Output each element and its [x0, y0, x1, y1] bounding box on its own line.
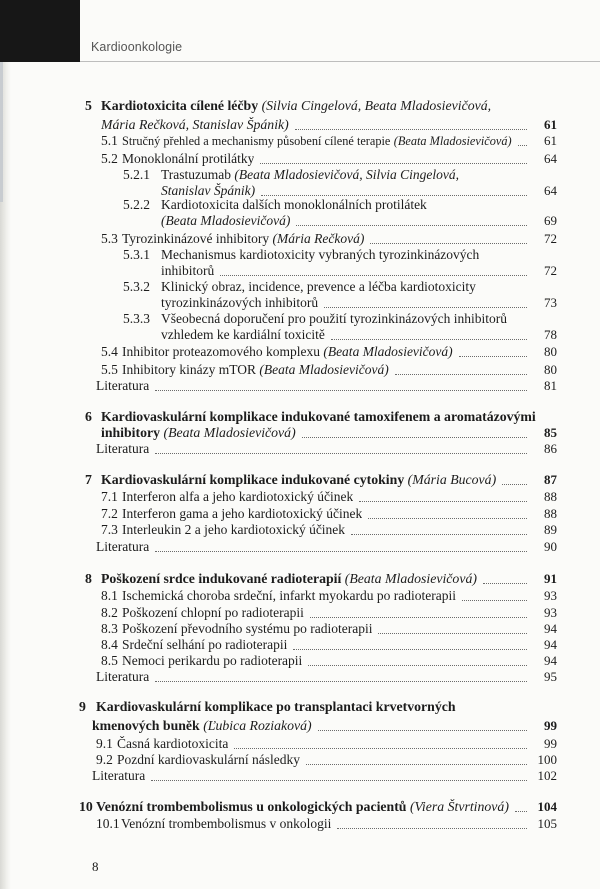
toc-page-number: 81: [544, 378, 557, 393]
toc-leader-dots: [155, 545, 527, 552]
toc-leader-dots: [337, 822, 527, 829]
toc-entry-title: Venózní trombembolismus u onkologických pacientů (Viera Štvrtinová): [96, 799, 509, 814]
toc-entry-title: Kardiovaskulární komplikace indukované tamoxifenem a aromatázovými: [101, 409, 536, 424]
toc-entry-number: 6: [85, 409, 92, 424]
toc-entry-number: 5.3.2: [123, 279, 150, 294]
toc-entry-title: Monoklonální protilátky: [122, 151, 255, 166]
toc-entry-title: Všeobecná doporučení pro použití tyrozinkinázových inhibitorů: [161, 311, 508, 326]
toc-entry-title: Časná kardiotoxicita: [117, 736, 229, 751]
toc-page-number: 61: [544, 133, 557, 148]
toc-page-number: 61: [544, 117, 557, 132]
toc-leader-dots: [310, 611, 527, 618]
toc-page-number: 78: [544, 327, 557, 342]
toc-entry-title: Mária Rečková, Stanislav Špánik): [101, 117, 289, 132]
toc-page-number: 80: [544, 344, 557, 359]
toc-leader-dots: [293, 643, 527, 650]
toc-entry-number: 5.1: [101, 133, 118, 148]
toc-leader-dots: [368, 512, 527, 519]
toc-page-number: 69: [544, 213, 557, 228]
toc-entry-number: 5.5: [101, 362, 118, 377]
toc-entry-number: 8.1: [101, 588, 118, 603]
toc-leader-dots: [459, 350, 527, 357]
toc-leader-dots: [395, 368, 527, 375]
toc-entry-title: Nemoci perikardu po radioterapii: [122, 653, 303, 668]
toc-leader-dots: [308, 659, 527, 666]
toc-entry-title: Literatura: [96, 669, 150, 684]
toc-page-number: 93: [544, 605, 557, 620]
toc-entry-title: Interferon gama a jeho kardiotoxický účinek: [122, 506, 363, 521]
toc-entry-number: 5.3.3: [123, 311, 150, 326]
toc-page-number: 88: [544, 489, 557, 504]
toc-page-number: 102: [537, 768, 557, 783]
toc-entry-title: Stručný přehled a mechanismy působení cílené terapie (Beata Mladosievičová): [122, 134, 512, 148]
toc-entry-title: Trastuzumab (Beata Mladosievičová, Silvia Cingelová,: [161, 167, 459, 182]
toc-leader-dots: [151, 774, 527, 781]
toc-entry-number: 10.1: [96, 816, 120, 831]
toc-leader-dots: [483, 577, 527, 584]
toc-entry-title: Ischemická choroba srdeční, infarkt myokardu po radioterapii: [122, 588, 456, 603]
toc-entry-number: 5.2.1: [123, 167, 150, 182]
toc-entry-number: 5.3: [101, 231, 118, 246]
toc-leader-dots: [502, 478, 527, 485]
toc-entry-number: 5.4: [101, 344, 118, 359]
toc-page-number: 80: [544, 362, 557, 377]
toc-entry-number: 7.2: [101, 506, 118, 521]
toc-entry-number: 5.2.2: [123, 197, 150, 212]
toc-entry-number: 9.1: [96, 736, 113, 751]
toc-page-number: 72: [544, 231, 557, 246]
toc-entry-title: inhibitory (Beata Mladosievičová): [101, 425, 296, 440]
toc-entry-number: 7: [85, 472, 92, 487]
toc-entry-title: vzhledem ke kardiální toxicitě: [161, 327, 325, 342]
toc-leader-dots: [261, 189, 527, 196]
toc-page-number: 88: [544, 506, 557, 521]
toc-page-number: 94: [544, 653, 557, 668]
toc-entry-title: Stanislav Špánik): [161, 183, 256, 198]
toc-entry-title: Kardiotoxicita dalších monoklonálních protilátek: [161, 197, 427, 212]
toc-entry-title: (Beata Mladosievičová): [161, 213, 291, 228]
toc-leader-dots: [306, 758, 527, 765]
toc-leader-dots: [518, 139, 527, 146]
toc-entry-title: Kardiovaskulární komplikace po transplantaci krvetvorných: [96, 699, 456, 714]
toc-entry-number: 7.1: [101, 489, 118, 504]
chapter-tab: [0, 0, 80, 62]
toc-page-number: 87: [544, 472, 557, 487]
toc-entry-number: 5.2: [101, 151, 118, 166]
toc-entry-title: Literatura: [96, 378, 150, 393]
toc-entry-number: 8.5: [101, 653, 118, 668]
toc-entry-title: Inhibitor proteazomového komplexu (Beata Mladosievičová): [122, 344, 453, 359]
toc-page-number: 99: [544, 736, 557, 751]
toc-entry-title: Venózní trombembolismus v onkologii: [121, 816, 332, 831]
toc-page-number: 104: [537, 799, 557, 814]
toc-entry-title: Pozdní kardiovaskulární následky: [117, 752, 300, 767]
toc-page-number: 94: [544, 637, 557, 652]
toc-leader-dots: [462, 594, 527, 601]
toc-leader-dots: [234, 742, 527, 749]
toc-entry-title: Mechanismus kardiotoxicity vybraných tyrozinkinázových: [161, 247, 480, 262]
toc-entry-title: Poškození převodního systému po radioterapii: [122, 621, 373, 636]
toc-entry-title: Inhibitory kinázy mTOR (Beata Mladosievičová): [122, 362, 389, 377]
toc-page-number: 90: [544, 539, 557, 554]
toc-leader-dots: [331, 333, 527, 340]
toc-entry-title: inhibitorů: [161, 263, 215, 278]
toc-page-number: 72: [544, 263, 557, 278]
toc-leader-dots: [260, 157, 527, 164]
toc-entry-number: 5: [85, 98, 92, 113]
toc-entry-title: Literatura: [96, 441, 150, 456]
toc-leader-dots: [359, 495, 527, 502]
toc-page-number: 99: [544, 718, 557, 733]
toc-entry-title: Interferon alfa a jeho kardiotoxický účinek: [122, 489, 354, 504]
toc-leader-dots: [515, 805, 527, 812]
toc-page-number: 64: [544, 151, 557, 166]
toc-leader-dots: [296, 219, 527, 226]
toc-entry-title: Poškození srdce indukované radioterapií (Beata Mladosievičová): [101, 571, 477, 586]
toc-leader-dots: [370, 237, 527, 244]
toc-entry-number: 10: [79, 799, 93, 814]
toc-leader-dots: [295, 123, 527, 130]
toc-page-number: 64: [544, 183, 557, 198]
toc-entry-number: 8.3: [101, 621, 118, 636]
toc-entry-title: Literatura: [96, 539, 150, 554]
toc-page-number: 94: [544, 621, 557, 636]
toc-page-number: 89: [544, 522, 557, 537]
toc-entry-title: Klinický obraz, incidence, prevence a léčba kardiotoxicity: [161, 279, 476, 294]
toc-leader-dots: [155, 384, 527, 391]
toc-page-number: 86: [544, 441, 557, 456]
toc-leader-dots: [220, 269, 527, 276]
toc-entry-number: 9: [79, 699, 86, 714]
toc-leader-dots: [351, 528, 527, 535]
toc-page-number: 91: [544, 571, 557, 586]
toc-entry-title: Kardiovaskulární komplikace indukované cytokiny (Mária Bucová): [101, 472, 497, 487]
toc-leader-dots: [378, 627, 527, 634]
toc-entry-number: 9.2: [96, 752, 113, 767]
toc-entry-title: kmenových buněk (Ľubica Roziaková): [92, 718, 312, 733]
toc-entry-title: Interleukin 2 a jeho kardiotoxický účinek: [122, 522, 346, 537]
toc-leader-dots: [318, 724, 527, 731]
toc-entry-title: Poškození chlopní po radioterapii: [122, 605, 304, 620]
toc-page-number: 95: [544, 669, 557, 684]
toc-entry-title: Literatura: [92, 768, 146, 783]
toc-page-number: 105: [537, 816, 557, 831]
toc-page-number: 100: [537, 752, 557, 767]
page-edge-strip: [0, 62, 3, 202]
toc-entry-number: 7.3: [101, 522, 118, 537]
toc-entry-title: tyrozinkinázových inhibitorů: [161, 295, 319, 310]
toc-entry-title: Kardiotoxicita cílené léčby (Silvia Cingelová, Beata Mladosievičová,: [101, 98, 492, 113]
page-number: 8: [92, 859, 99, 874]
toc-leader-dots: [324, 301, 527, 308]
toc-entry-number: 8.4: [101, 637, 118, 652]
running-header-title: Kardioonkologie: [91, 40, 183, 54]
toc-entry-number: 8: [85, 571, 92, 586]
toc-page-number: 93: [544, 588, 557, 603]
toc-page-number: 73: [544, 295, 557, 310]
header-rule: [80, 61, 600, 62]
toc-page-number: 85: [544, 425, 557, 440]
toc-entry-title: Tyrozinkinázové inhibitory (Mária Rečková): [122, 231, 365, 246]
toc-entry-title: Srdeční selhání po radioterapii: [122, 637, 288, 652]
toc-entry-number: 5.3.1: [123, 247, 150, 262]
toc-entry-number: 8.2: [101, 605, 118, 620]
toc-leader-dots: [302, 431, 527, 438]
toc-leader-dots: [155, 675, 527, 682]
toc-leader-dots: [155, 447, 527, 454]
